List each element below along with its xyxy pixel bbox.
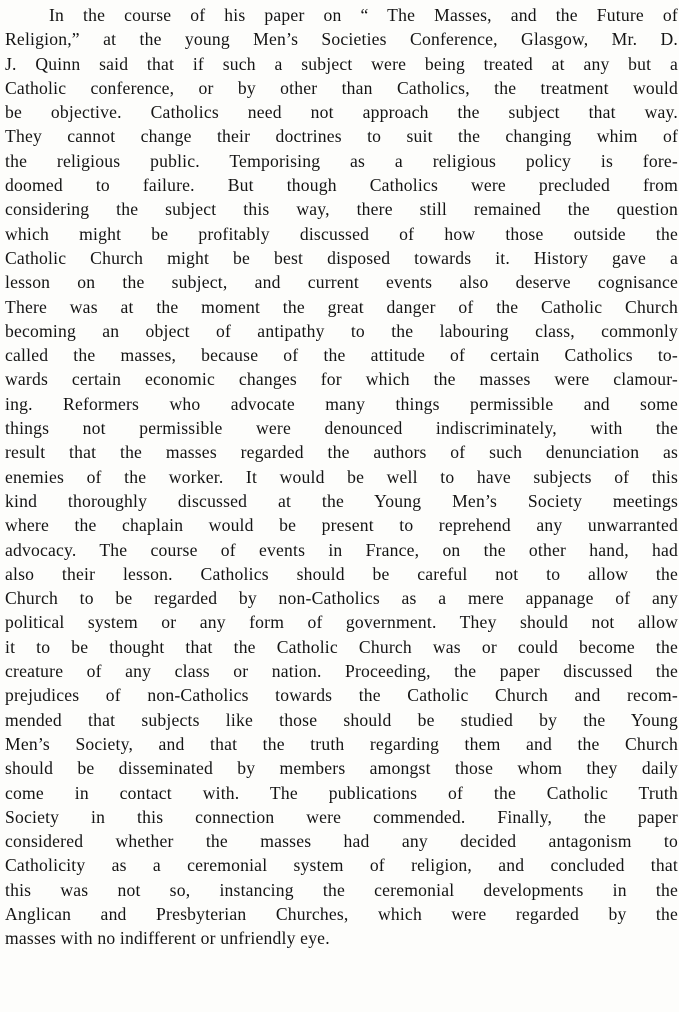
article-line: which might be profitably discussed of how those outside the — [5, 223, 678, 244]
article-line: things not permissible were denounced indiscriminately, with the — [5, 418, 678, 439]
article-line: considered whether the masses had any decided antagonism to — [5, 831, 678, 852]
article-line: lesson on the subject, and current events also deserve cognisance — [5, 272, 678, 293]
article-line: should be disseminated by members amongst those whom they daily — [5, 758, 678, 779]
article-line: They cannot change their doctrines to suit the changing whim of — [5, 126, 678, 147]
article-line: doomed to failure. But though Catholics were precluded from — [5, 175, 678, 196]
article-line: political system or any form of government. They should not allow — [5, 612, 678, 633]
article-line: considering the subject this way, there still remained the question — [5, 199, 678, 220]
article-line: the religious public. Temporising as a religious policy is fore- — [5, 150, 678, 171]
article-line: come in contact with. The publications of the Catholic Truth — [5, 782, 678, 803]
article-line: Religion,” at the young Men’s Societies Conference, Glasgow, Mr. D. — [5, 29, 678, 50]
article-line: this was not so, instancing the ceremonial developments in the — [5, 879, 678, 900]
article-line: In the course of his paper on “ The Masses, and the Future of — [49, 5, 678, 25]
article-line: creature of any class or nation. Proceeding, the paper discussed the — [5, 661, 678, 682]
article-line: Catholic Church might be best disposed towards it. History gave a — [5, 247, 678, 268]
article-line: also their lesson. Catholics should be careful not to allow the — [5, 563, 678, 584]
article-line: it to be thought that the Catholic Church was or could become the — [5, 636, 678, 657]
article-line: where the chaplain would be present to reprehend any unwarranted — [5, 515, 678, 536]
article-line: result that the masses regarded the authors of such denunciation as — [5, 442, 678, 463]
article-line: mended that subjects like those should be studied by the Young — [5, 709, 678, 730]
article-column — [5, 3, 678, 951]
article-line: prejudices of non-Catholics towards the Catholic Church and recom- — [5, 685, 678, 706]
article-line: There was at the moment the great danger of the Catholic Church — [5, 296, 678, 317]
article-line: wards certain economic changes for which the masses were clamour- — [5, 369, 678, 390]
article-line: called the masses, because of the attitude of certain Catholics to- — [5, 345, 678, 366]
article-line: Catholicity as a ceremonial system of religion, and concluded that — [5, 855, 678, 876]
article-line: Men’s Society, and that the truth regarding them and the Church — [5, 733, 678, 754]
article-line: ing. Reformers who advocate many things permissible and some — [5, 393, 678, 414]
article-line: Church to be regarded by non-Catholics as a mere appanage of any — [5, 588, 678, 609]
article-line: masses with no indifferent or unfriendly eye. — [5, 928, 330, 949]
article-line: becoming an object of antipathy to the labouring class, commonly — [5, 320, 678, 341]
article-line: enemies of the worker. It would be well to have subjects of this — [5, 466, 678, 487]
article-line: Society in this connection were commended. Finally, the paper — [5, 806, 678, 827]
article-line: kind thoroughly discussed at the Young Men’s Society meetings — [5, 490, 678, 511]
article-line: advocacy. The course of events in France, on the other hand, had — [5, 539, 678, 560]
article-line: Catholic conference, or by other than Catholics, the treatment would — [5, 77, 678, 98]
article-line: J. Quinn said that if such a subject were being treated at any but a — [5, 53, 678, 74]
article-line: be objective. Catholics need not approach the subject that way. — [5, 102, 678, 123]
article-line: Anglican and Presbyterian Churches, which were regarded by the — [5, 903, 678, 924]
